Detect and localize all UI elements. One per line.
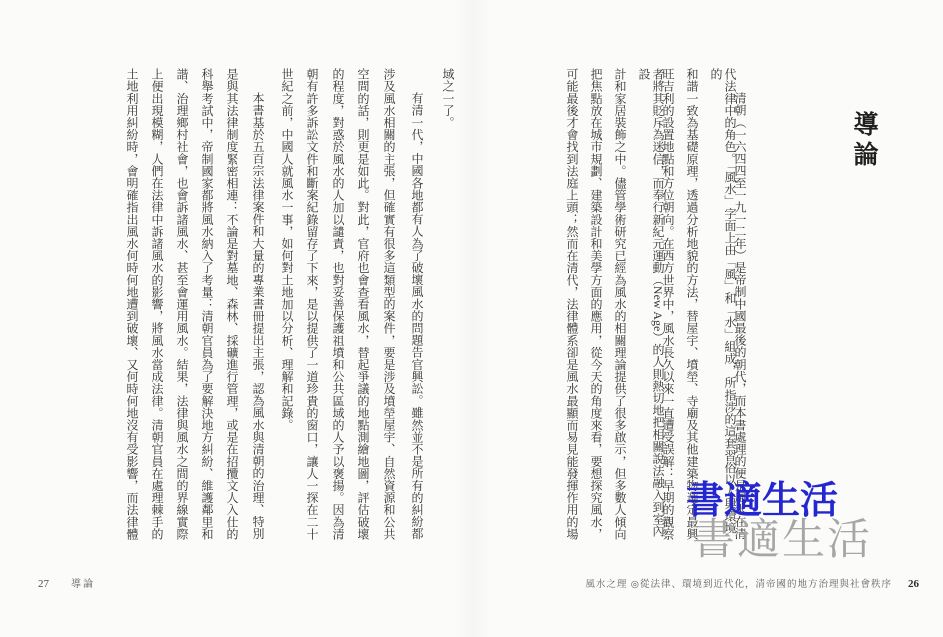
text-column: 的程度，對惑於風水的人加以譴責，也對妥善保護祖墳和公共區域的人予以褒揚。因為清 — [331, 68, 345, 540]
text-column: 清朝（一六四四至一九一二年）是帝制中國最後的朝代，而本書處理的便是風水在清 — [733, 92, 747, 540]
text-column: 域之一了。 — [441, 68, 455, 129]
watermark-blue: 書適生活 — [686, 480, 839, 522]
running-title: 風水之理 ◎從法律、環境到近代化，清帝國的地方治理與社會秩序 — [585, 580, 892, 590]
text-column: 土地利用糾紛時，會明確指出風水何時何地遭到破壞、又何時何地沒有受影響，而法律體 — [125, 68, 139, 540]
left-page-footer — [38, 575, 95, 590]
text-column: 計和家居裝飾之中。儘管學術研究已經為風水的相關理論提供了很多啟示，但多數人傾向 — [613, 68, 627, 540]
text-column: 旺吉利的設置地點和方位朝向。在西方世界中，風水長久以來一直遭受誤解：早期的觀察 — [661, 68, 675, 540]
text-column: 和諧一致為基礎原理，透過分析地貌的方法，替屋宇、墳塋、寺廟及其他建築物選定最興 — [685, 68, 699, 540]
text-column: 代法律中的角色。「風水」字面上由「風」和「水」組成，所指涉的這套習俗以人與環境的 — [709, 68, 737, 534]
page-number: 26 — [908, 578, 919, 590]
text-column: 朝有許多訴訟文件和斷案紀錄留存了下來，是以提供了一道珍貴的窗口，讓人一探在二十 — [305, 68, 319, 540]
text-column: 空間的話，則更是如此。對此，官府也會查看風水，替起爭議的地點測繪地圖，評估破壞 — [356, 68, 370, 540]
text-column: 上便出現模糊，人們在法律中訴諸風水的影響，將風水當成法律。清朝官員在處理棘手的 — [150, 68, 164, 540]
text-column: 者將其貶斥為迷信，而奉行新紀元運動（New Age）的人則熱切地把相關說法融入到室內設 — [637, 68, 665, 538]
text-column: 世紀之前，中國人就風水一事，如何對土地加以分析、理解和記錄。 — [280, 68, 294, 431]
text-column: 諧、治理鄉村社會，也會訴諸風水、甚至會運用風水。結果，法律與風水之間的界線實際 — [175, 68, 189, 540]
watermark-gray: 書適生活 — [692, 517, 872, 564]
text-column: 本書基於五百宗法律案件和大量的專業書冊提出主張，認為風水與清朝的治理、特別 — [251, 92, 265, 540]
text-column: 把焦點放在城市規劃、建築設計和美學方面的應用，從今天的角度來看，要想探究風水， — [589, 68, 603, 540]
right-page-footer — [585, 576, 919, 590]
text-column: 涉及風水相關的主張，但確實有很多這類型的案件，要是涉及墳塋屋宇、自然資源和公共 — [382, 68, 396, 540]
chapter-title: 導論 — [850, 111, 877, 171]
spine-shadow — [455, 0, 491, 637]
text-column: 可能最後才會找到法庭上頭；然而在清代，法律體系卻是風水最顯而易見能發揮作用的場 — [565, 68, 579, 540]
text-column: 是與其法律制度緊密相連：不論是對墓地、森林、採礦進行管理，或是在招攬文人入仕的 — [225, 68, 239, 540]
text-column: 有清一代，中國各地都有人為了破壞風水的問題告官興訟。雖然並不是所有的糾紛都 — [410, 92, 424, 540]
page-number: 27 — [38, 578, 49, 590]
running-title: 導論 — [71, 579, 95, 590]
text-column: 科舉考試中，帝制國家都將風水納入了考量：清朝官員為了要解決地方糾紛、維護鄰里和 — [200, 68, 214, 540]
